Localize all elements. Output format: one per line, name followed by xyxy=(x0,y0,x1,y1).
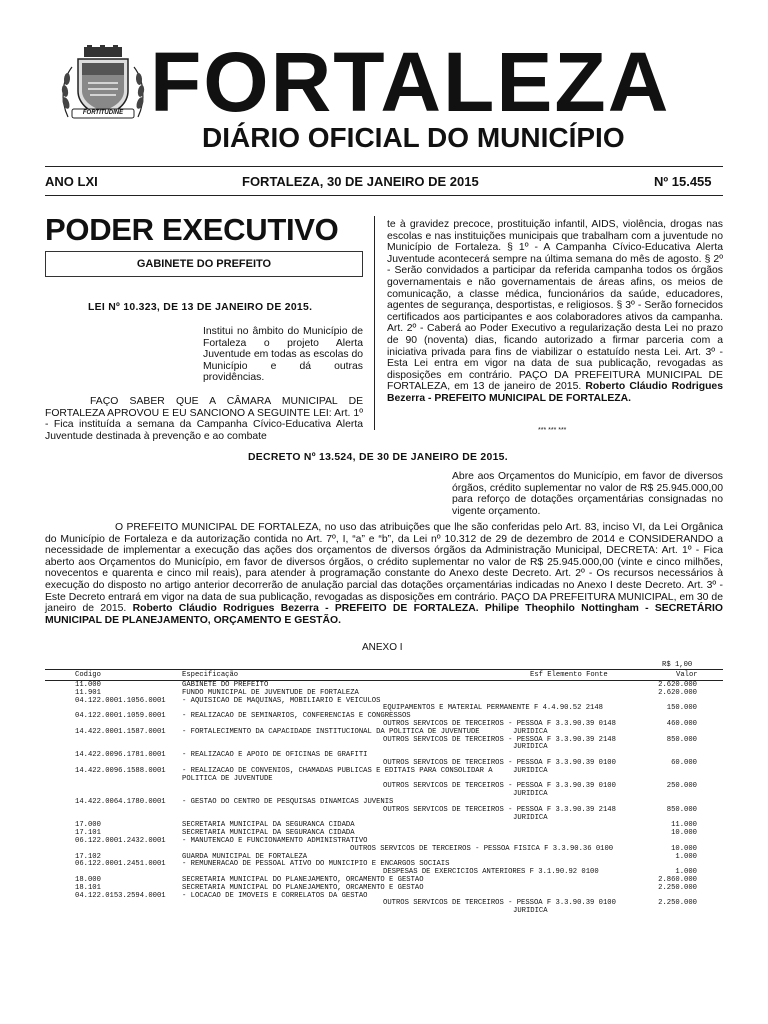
annex-header-row xyxy=(45,671,723,680)
cell-valor: 850.000 xyxy=(666,735,697,744)
table-row xyxy=(45,759,723,767)
table-row xyxy=(45,868,723,876)
law-body-left: FAÇO SABER QUE A CÂMARA MUNICIPAL DE FORTALEZA APROVOU E EU SANCIONO A SEGUINTE LEI: Art. 1º - Fica instituída a semana da Campanha Cívico-Educativa Alerta Juventude destinada à prevenção e ao combate xyxy=(45,396,363,442)
cell-valor: 2.860.000 xyxy=(658,875,697,884)
cell-valor: 11.000 xyxy=(671,821,697,830)
decree-signature: Roberto Cláudio Rodrigues Bezerra - PREFEITO DE FORTALEZA. Philipe Theophilo Nottingham - SECRETÁRIO MUNICIPAL DE PLANEJAMENTO, ORÇAMENTO E GESTÃO. xyxy=(45,603,724,626)
cell-valor: 460.000 xyxy=(666,719,697,728)
cell-codigo: 06.122.0001.2451.0001 xyxy=(75,860,166,869)
cell-complemento: JURIDICA xyxy=(513,766,548,775)
cell-especificacao: OUTROS SERVICOS DE TERCEIROS - PESSOA F 3.3.90.39 0100 xyxy=(383,758,616,767)
cell-codigo: 14.422.0096.1588.0001 xyxy=(75,766,166,775)
table-row xyxy=(45,899,723,907)
cell-especificacao: SECRETARIA MUNICIPAL DO PLANEJAMENTO, ORCAMENTO E GESTAO xyxy=(182,875,424,884)
cell-especificacao: OUTROS SERVICOS DE TERCEIROS - PESSOA F 3.3.90.39 0100 xyxy=(383,899,616,908)
cell-codigo: 18.000 xyxy=(75,875,101,884)
cell-valor: 150.000 xyxy=(666,704,697,713)
cell-codigo: 14.422.0001.1587.0001 xyxy=(75,727,166,736)
table-row xyxy=(45,790,723,798)
table-row xyxy=(45,689,723,697)
cell-valor: 2.620.000 xyxy=(658,688,697,697)
law-summary: Institui no âmbito do Município de Fortaleza o projeto Alerta Juventude em todas as escolas do Município e dá outras providências. xyxy=(203,326,363,384)
header-codigo: Codigo xyxy=(75,671,101,679)
cell-especificacao: SECRETARIA MUNICIPAL DA SEGURANCA CIDADA xyxy=(182,821,355,830)
cell-especificacao: OUTROS SERVICOS DE TERCEIROS - PESSOA FISICA F 3.3.90.36 0100 xyxy=(350,844,614,853)
cell-complemento: JURIDICA xyxy=(513,727,548,736)
cell-especificacao: GABINETE DO PREFEITO xyxy=(182,681,269,689)
cell-especificacao: SECRETARIA MUNICIPAL DO PLANEJAMENTO, ORCAMENTO E GESTAO xyxy=(182,883,424,892)
cell-valor: 60.000 xyxy=(671,758,697,767)
cell-especificacao: - REALIZACAO DE CONVENIOS, CHAMADAS PUBLICAS E EDITAIS PARA CONSOLIDAR A xyxy=(182,766,493,775)
newspaper-title: FORTALEZA xyxy=(150,35,671,129)
cell-valor: 850.000 xyxy=(666,805,697,814)
table-row xyxy=(45,743,723,751)
cell-valor: 2.250.000 xyxy=(658,899,697,908)
table-row xyxy=(45,845,723,853)
cell-codigo: 14.422.0064.1780.0001 xyxy=(75,797,166,806)
issue-number: Nº 15.455 xyxy=(654,174,712,189)
table-row xyxy=(45,829,723,837)
header-bottom-rule xyxy=(45,195,723,196)
cell-codigo: 11.000 xyxy=(75,681,101,689)
table-row xyxy=(45,798,723,806)
cell-valor: 10.000 xyxy=(671,844,697,853)
cell-especificacao: JURIDICA xyxy=(513,907,548,916)
cell-especificacao: OUTROS SERVICOS DE TERCEIROS - PESSOA F 3.3.90.39 0100 xyxy=(383,782,616,791)
issue-year: ANO LXI xyxy=(45,174,98,189)
cell-codigo: 14.422.0096.1781.0001 xyxy=(75,751,166,760)
cell-especificacao: DESPESAS DE EXERCICIOS ANTERIORES F 3.1.90.92 0100 xyxy=(383,868,599,877)
table-row xyxy=(45,681,723,689)
cell-especificacao: - REALIZACAO E APOIO DE OFICINAS DE GRAFITI xyxy=(182,751,368,760)
cell-valor: 2.620.000 xyxy=(658,681,697,689)
annex-table xyxy=(45,671,723,915)
cell-especificacao: EQUIPAMENTOS E MATERIAL PERMANENTE F 4.4.90.52 2148 xyxy=(383,704,603,713)
table-row xyxy=(45,821,723,829)
table-row xyxy=(45,876,723,884)
issue-date: FORTALEZA, 30 DE JANEIRO DE 2015 xyxy=(242,174,479,189)
header-esf-elemento-fonte: Esf Elemento Fonte xyxy=(530,671,608,679)
table-row xyxy=(45,860,723,868)
table-row xyxy=(45,782,723,790)
table-row xyxy=(45,751,723,759)
cell-especificacao: GUARDA MUNICIPAL DE FORTALEZA xyxy=(182,852,308,861)
table-row xyxy=(45,736,723,744)
cell-especificacao: SECRETARIA MUNICIPAL DA SEGURANCA CIDADA xyxy=(182,829,355,838)
table-row xyxy=(45,712,723,720)
decree-body-text: O PREFEITO MUNICIPAL DE FORTALEZA, no uso das atribuições que lhe são conferidas pelo Art. 83, inciso VI, da Lei Orgânica do Município de Fortaleza e da autorização contida no Art. 7º, I, “a” e “b”, da Lei nº 10.312 de 29 de dezembro de 2014 e CONSIDERANDO a necessidade de implementar a execução das ações dos orçamentos de diversos órgãos da Administração Municipal, DECRETA: Art. 1º - Fica aberto aos Orçamentos do Município, em favor de diversos órgãos, o crédito suplementar no valor de R$ 25.945.000,00 (vinte e cinco milhões, novecentos e quarenta e cinco mil reais), para atender à programação constante do Anexo deste Decreto. Art. 2º - Os recursos necessários à execução do disposto no artigo anterior decorrerão de anulação parcial das dotações orçamentárias indicadas no Anexo I deste Decreto. Art. 3º - Este Decreto entrará em vigor na data de sua publicação, revogadas as disposições em contrário. PAÇO DA PREFEITURA MUNICIPAL, em 30 de janeiro de 2015. xyxy=(45,522,723,615)
decree-body xyxy=(45,522,723,626)
annex-unit: R$ 1,00 xyxy=(662,661,693,669)
cell-codigo: 17.101 xyxy=(75,829,101,838)
annex-title: ANEXO I xyxy=(362,642,403,653)
table-row xyxy=(45,806,723,814)
law-body-right-text: te à gravidez precoce, prostituição infantil, AIDS, violência, drogas nas escolas e nas instituições municipais que trabalham com a juventude no Município de Fortaleza. § 1º - A Campanha Cívico-Educativa Alerta Juventude acontecerá sempre na última semana do mês de agosto. § 2º - Serão convidados a participar da referida campanha todos os órgãos governamentais e não governamentais de áreas afins, os meios de comunicação, a classe médica, funcionários da saúde, educadores, agentes de segurança, desportistas, e religiosos. § 3º - Serão fornecidos certificados aos participantes e aos colaboradores ativos da campanha. Art. 2º - Caberá ao Poder Executivo a regularização desta Lei no prazo de 90 (noventa) dias, ficando autorizado a firmar parceria com a iniciativa privada para fins de viabilizar o estatuído nesta Lei. Art. 3º - Esta Lei entra em vigor na data de sua publicação, revogadas as disposições em contrário. PAÇO DA PREFEITURA MUNICIPAL DE FORTALEZA, em 13 de janeiro de 2015. xyxy=(387,219,723,393)
cell-especificacao: JURIDICA xyxy=(513,813,548,822)
table-row xyxy=(45,853,723,861)
table-row xyxy=(45,720,723,728)
cell-especificacao: JURIDICA xyxy=(513,790,548,799)
table-row xyxy=(45,892,723,900)
office-box: GABINETE DO PREFEITO xyxy=(45,251,363,277)
cell-especificacao: - REALIZACAO DE SEMINARIOS, CONFERENCIAS E CONGRESSOS xyxy=(182,712,411,721)
table-row xyxy=(45,728,723,736)
cell-codigo: 17.102 xyxy=(75,852,101,861)
header-especificacao: Especificação xyxy=(182,671,239,679)
annex-rows xyxy=(45,681,723,915)
annex-header-rule-top xyxy=(45,669,723,670)
newspaper-subtitle: DIÁRIO OFICIAL DO MUNICÍPIO xyxy=(202,122,625,153)
cell-especificacao: - FORTALECIMENTO DA CAPACIDADE INSTITUCIONAL DA POLITICA DE JUVENTUDE xyxy=(182,727,480,736)
table-row xyxy=(45,697,723,705)
header-top-rule xyxy=(45,166,723,167)
table-row xyxy=(45,814,723,822)
cell-valor: 1.000 xyxy=(675,852,697,861)
column-divider xyxy=(374,216,375,430)
section-heading: PODER EXECUTIVO xyxy=(45,212,339,247)
table-row xyxy=(45,837,723,845)
cell-especificacao: - AQUISICAO DE MAQUINAS, MOBILIARIO E VEICULOS xyxy=(182,696,381,705)
cell-valor: 250.000 xyxy=(666,782,697,791)
cell-codigo: 18.101 xyxy=(75,883,101,892)
table-row xyxy=(45,704,723,712)
cell-especificacao: - LOCACAO DE IMOVEIS E CORRELATOS DA GESTAO xyxy=(182,891,368,900)
cell-codigo: 11.901 xyxy=(75,688,101,697)
cell-especificacao: FUNDO MUNICIPAL DE JUVENTUDE DE FORTALEZA xyxy=(182,688,359,697)
cell-especificacao: OUTROS SERVICOS DE TERCEIROS - PESSOA F 3.3.90.39 2148 xyxy=(383,805,616,814)
cell-especificacao: JURIDICA xyxy=(513,743,548,752)
cell-valor: 10.000 xyxy=(671,829,697,838)
cell-codigo: 04.122.0153.2594.0001 xyxy=(75,891,166,900)
cell-especificacao: OUTROS SERVICOS DE TERCEIROS - PESSOA F 3.3.90.39 2148 xyxy=(383,735,616,744)
separator-stars: *** *** *** xyxy=(538,427,567,434)
cell-valor: 1.000 xyxy=(675,868,697,877)
header-valor: Valor xyxy=(676,671,698,679)
law-title: LEI Nº 10.323, DE 13 DE JANEIRO DE 2015. xyxy=(88,302,313,313)
cell-especificacao: - GESTAO DO CENTRO DE PESQUISAS DINAMICAS JUVENIS xyxy=(182,797,394,806)
table-row xyxy=(45,907,723,915)
decree-title: DECRETO Nº 13.524, DE 30 DE JANEIRO DE 2015. xyxy=(248,452,508,463)
crest-motto: FORTITUDINE xyxy=(82,110,124,116)
cell-codigo: 17.000 xyxy=(75,821,101,830)
decree-summary: Abre aos Orçamentos do Município, em favor de diversos órgãos, crédito suplementar no valor de R$ 25.945.000,00 para reforço de dotações orçamentárias consignadas no vigente orçamento. xyxy=(452,471,723,517)
cell-valor: 2.250.000 xyxy=(658,883,697,892)
table-row xyxy=(45,884,723,892)
cell-especificacao: POLITICA DE JUVENTUDE xyxy=(182,774,273,783)
cell-especificacao: - MANUTENCAO E FUNCIONAMENTO ADMINISTRATIVO xyxy=(182,836,368,845)
cell-codigo: 04.122.0001.1056.0001 xyxy=(75,696,166,705)
cell-especificacao: OUTROS SERVICOS DE TERCEIROS - PESSOA F 3.3.90.39 0148 xyxy=(383,719,616,728)
cell-codigo: 04.122.0001.1059.0001 xyxy=(75,712,166,721)
law-body-right xyxy=(387,219,723,405)
cell-especificacao: - REMUNERACAO DE PESSOAL ATIVO DO MUNICIPIO E ENCARGOS SOCIAIS xyxy=(182,860,450,869)
law-signature: Roberto Cláudio Rodrigues Bezerra - PREFEITO MUNICIPAL DE FORTALEZA. xyxy=(387,381,723,404)
cell-codigo: 06.122.0001.2432.0001 xyxy=(75,836,166,845)
table-row xyxy=(45,767,723,775)
table-row xyxy=(45,775,723,783)
